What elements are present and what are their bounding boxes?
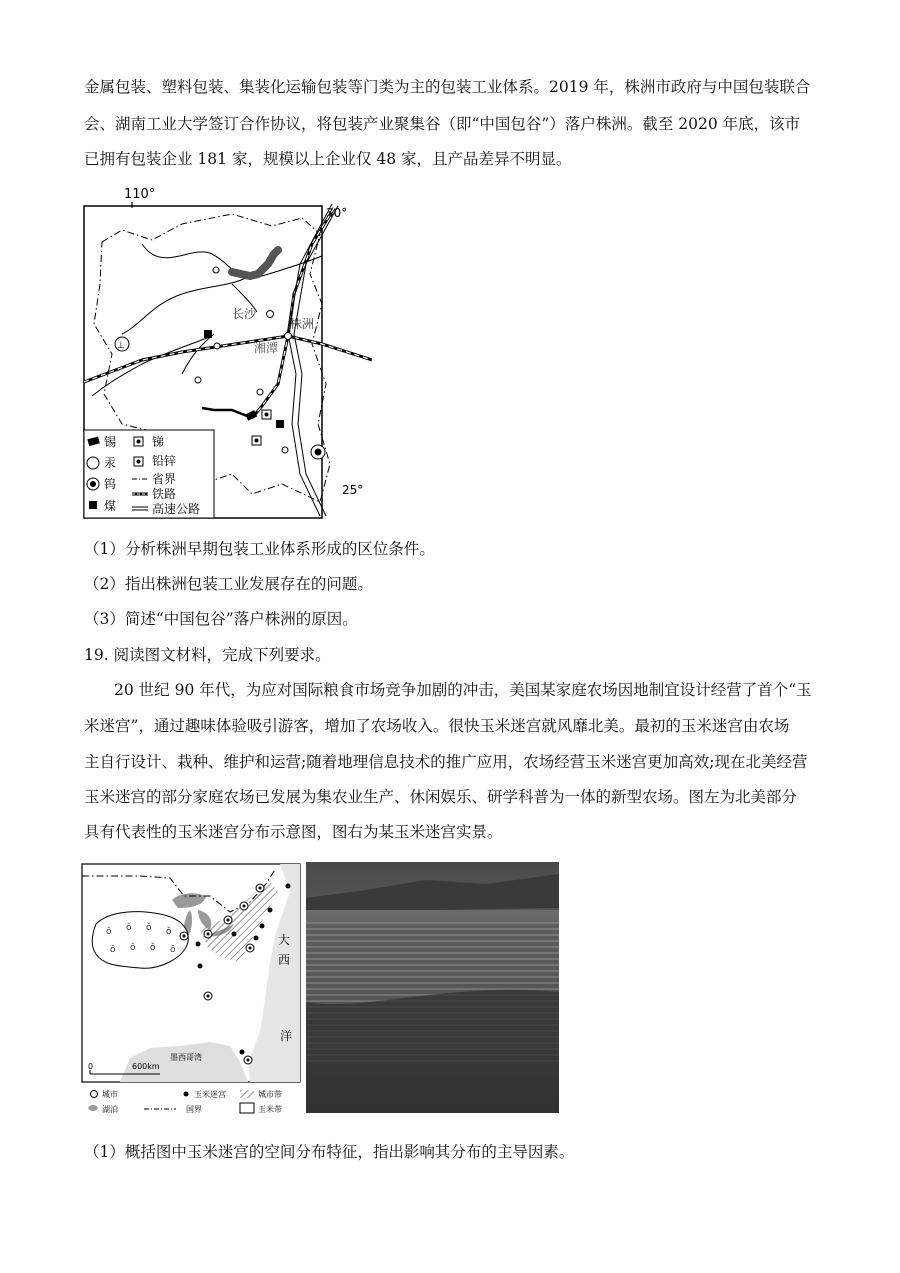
svg-text:ǒ: ǒ xyxy=(170,945,176,955)
legend-city: 城市 xyxy=(102,1090,118,1099)
legend-tin: 锡 xyxy=(104,435,117,449)
gulf-label: 墨西哥湾 xyxy=(170,1053,202,1062)
svg-text:ǒ: ǒ xyxy=(106,927,112,937)
svg-text:ǒ: ǒ xyxy=(130,943,136,953)
svg-text:⊥: ⊥ xyxy=(117,341,125,351)
coal-icon xyxy=(89,501,97,509)
scale-600km: 600km xyxy=(132,1062,160,1071)
lat-25-label: 25° xyxy=(342,483,364,497)
ocean-label-1: 大 xyxy=(278,933,291,947)
coal-icon xyxy=(276,420,284,428)
q19-paragraph-line-4: 玉米迷宫的部分家庭农场已发展为集农业生产、休闲娱乐、研学科普为一体的新型农场。图左为北美部分 xyxy=(84,788,798,806)
city-marker-zhuzhou xyxy=(285,333,292,340)
city-zhuzhou: 株洲 xyxy=(290,317,315,331)
foreground-corn xyxy=(306,990,559,1113)
svg-text:ǒ: ǒ xyxy=(110,945,116,955)
city-changsha: 长沙 xyxy=(232,307,257,321)
q19-paragraph-line-5: 具有代表性的玉米迷宫分布示意图，图右为某玉米迷宫实景。 xyxy=(84,823,503,841)
legend-maze: 玉米迷宫 xyxy=(194,1090,226,1099)
legend-belt: 城市带 xyxy=(258,1090,282,1099)
dongting-lake xyxy=(232,250,278,276)
lat-30-label: 30° xyxy=(326,206,348,220)
corn-icon xyxy=(240,1103,254,1113)
legend-boundary: 省界 xyxy=(152,472,177,486)
lake-icon xyxy=(88,1105,98,1111)
north-america-map xyxy=(80,862,304,1118)
river-yuan xyxy=(122,272,257,334)
legend-border: 国界 xyxy=(186,1105,202,1114)
city-icon xyxy=(91,1091,98,1098)
maze-icon xyxy=(184,1092,189,1097)
hunan-map xyxy=(82,184,372,520)
longitude-label: 110° xyxy=(124,187,156,202)
legend-mercury: 汞 xyxy=(104,456,117,470)
intro-line-1: 金属包装、塑料包装、集装化运输包装等门类为主的包装工业体系。2019 年，株洲市政府与中国包装联合 xyxy=(84,78,811,96)
corn-belt xyxy=(92,912,188,969)
question-18-2: （2）指出株洲包装工业发展存在的问题。 xyxy=(84,575,373,593)
svg-text:ǒ: ǒ xyxy=(166,927,172,937)
question-19-title: 19. 阅读图文材料，完成下列要求。 xyxy=(84,646,331,664)
urban-belt-icon xyxy=(240,1090,254,1098)
intro-line-2: 会、湖南工业大学签订合作协议，将包装产业聚集谷（即“中国包谷”）落户株洲。截至 2020 年底，该市 xyxy=(84,115,801,133)
highway-2 xyxy=(294,206,338,516)
city-marker-changsha xyxy=(267,311,274,318)
svg-text:ǒ: ǒ xyxy=(126,923,132,933)
tungsten-icon xyxy=(311,445,325,459)
q19-paragraph-line-1: 20 世纪 90 年代，为应对国际粮食市场竞争加剧的冲击，美国某家庭农场因地制宜设计经营了首个“玉 xyxy=(114,681,812,699)
legend-corn: 玉米带 xyxy=(258,1105,282,1114)
question-19-1: （1）概括图中玉米迷宫的空间分布特征，指出影响其分布的主导因素。 xyxy=(84,1143,575,1161)
coal-icon xyxy=(204,330,212,338)
legend-antimony: 锑 xyxy=(152,435,165,449)
svg-text:ǒ: ǒ xyxy=(150,943,156,953)
river-branch xyxy=(182,334,214,374)
legend-highway: 高速公路 xyxy=(152,502,201,516)
scale-zero: 0 xyxy=(88,1062,94,1071)
legend-railway: 铁路 xyxy=(152,487,177,501)
question-18-3: （3）简述“中国包谷”落户株洲的原因。 xyxy=(84,610,358,628)
legend-tungsten: 钨 xyxy=(104,477,117,491)
intro-line-3: 已拥有包装企业 181 家，规模以上企业仅 48 家，且产品差异不明显。 xyxy=(84,150,572,168)
legend-coal: 煤 xyxy=(104,499,117,513)
legend-lake: 湖泊 xyxy=(102,1105,118,1114)
ocean-label-2: 西 xyxy=(278,953,291,967)
corn-maze-photo xyxy=(306,862,559,1113)
mercury-icon xyxy=(87,457,99,469)
mercury-icon xyxy=(115,337,129,351)
question-18-1: （1）分析株洲早期包装工业体系形成的区位条件。 xyxy=(84,540,435,558)
svg-text:ǒ: ǒ xyxy=(146,923,152,933)
legend-lead-zinc: 铅锌 xyxy=(152,454,177,468)
ocean-label-3: 洋 xyxy=(280,1029,293,1043)
q19-paragraph-line-3: 主自行设计、栽种、维护和运营;随着地理信息技术的推广应用，农场经营玉米迷宫更加高效;现在北美经营 xyxy=(84,753,808,771)
railway-southwest xyxy=(202,408,252,418)
city-xiangtan: 湘潭 xyxy=(254,341,279,355)
q19-paragraph-line-2: 米迷宫”，通过趣味体验吸引游客，增加了农场收入。很快玉米迷宫就风靡北美。最初的玉米迷宫由农场 xyxy=(84,717,790,735)
